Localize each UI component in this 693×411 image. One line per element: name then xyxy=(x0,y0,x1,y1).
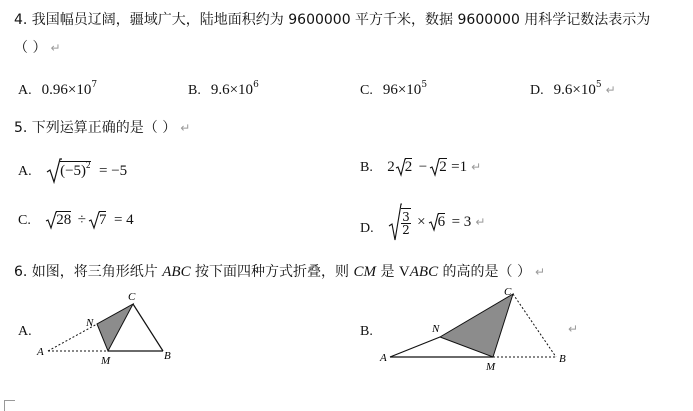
option-label: A. xyxy=(18,83,32,98)
point-a-label: A xyxy=(380,352,387,364)
q4-stem-line2 xyxy=(14,38,61,58)
q6-figure-b xyxy=(370,282,580,374)
option-label: C. xyxy=(360,83,373,98)
radical-sign-icon xyxy=(428,212,439,232)
return-mark-icon: ↵ xyxy=(180,121,191,135)
operator: × xyxy=(417,214,426,230)
return-mark-icon: ↵ xyxy=(471,160,482,174)
q5-stem xyxy=(14,118,190,138)
option-value: 0.96×10 xyxy=(41,82,92,98)
option-label: B. xyxy=(360,160,373,175)
radicand: 28 xyxy=(56,212,72,228)
q4-option-a xyxy=(18,80,97,101)
q6-stem xyxy=(14,262,545,282)
result: =1 xyxy=(451,159,468,175)
point-b-label: B xyxy=(164,350,171,362)
result: = 4 xyxy=(113,212,134,228)
option-exponent: 5 xyxy=(595,80,602,90)
q6-stem-text: 6. 如图，将三角形纸片 xyxy=(14,264,163,280)
q5-stem-text: 5. 下列运算正确的是（ ） xyxy=(14,120,177,136)
radicand: (−5) xyxy=(60,163,87,179)
point-b-label: B xyxy=(559,353,566,365)
operator: − xyxy=(418,159,428,175)
result: = −5 xyxy=(98,163,128,179)
radicand: 6 xyxy=(437,214,446,230)
folded-shaded-region xyxy=(440,294,513,357)
option-value: 9.6×10 xyxy=(210,82,254,98)
q5-option-b xyxy=(360,157,481,178)
dashed-segment-cb xyxy=(513,294,556,357)
triangle-name: ABC xyxy=(162,264,191,280)
triangle-name: ABC xyxy=(409,264,439,280)
return-mark-icon: ↵ xyxy=(475,215,486,229)
segment-an xyxy=(390,337,440,357)
q5-option-c xyxy=(18,210,134,231)
radicand: 2 xyxy=(404,159,413,175)
option-value: 9.6×10 xyxy=(553,82,596,98)
option-exponent: 5 xyxy=(421,80,428,90)
folded-shaded-region xyxy=(97,304,133,351)
q5-option-a xyxy=(18,157,127,185)
coefficient: 2 xyxy=(387,159,395,175)
return-mark-icon: ↵ xyxy=(535,265,546,279)
point-n-label: N xyxy=(432,323,440,335)
point-m-label: M xyxy=(486,361,496,373)
point-c-label: C xyxy=(504,286,512,298)
fraction-denominator: 2 xyxy=(402,223,410,237)
q5-option-d xyxy=(360,202,485,242)
operator: ÷ xyxy=(77,212,86,228)
radical-sign-icon xyxy=(388,202,402,242)
option-label: D. xyxy=(360,221,374,236)
q6-figure-a xyxy=(30,288,190,370)
result: = 3 xyxy=(451,214,472,230)
return-mark-icon: ↵ xyxy=(568,322,579,336)
option-value: 96×10 xyxy=(382,82,422,98)
q4-option-b xyxy=(188,80,259,101)
return-mark-icon: ↵ xyxy=(605,83,616,97)
q6-stem-text: 按下面四种方式折叠，则 xyxy=(190,264,354,280)
point-m-label: M xyxy=(101,355,111,367)
q6-stem-text: 的高的是（ ） xyxy=(438,264,532,280)
option-label: D. xyxy=(530,83,544,98)
point-n-label: N xyxy=(86,317,94,329)
option-label: C. xyxy=(18,213,31,228)
option-exponent: 6 xyxy=(253,80,259,90)
return-mark-icon: ↵ xyxy=(50,41,61,55)
option-label: B. xyxy=(360,324,373,339)
q4-stem-line1 xyxy=(14,10,650,30)
page-corner-mark xyxy=(4,400,15,411)
fraction xyxy=(401,208,411,236)
option-label: B. xyxy=(188,83,201,98)
q4-option-c xyxy=(360,80,427,101)
q4-stem-text: 4. 我国幅员辽阔，疆域广大，陆地面积约为 9600000 平方千米，数据 9600000 用科学记数法表示为 xyxy=(14,12,651,28)
option-label: A. xyxy=(18,324,32,339)
q6-stem-text: 是 xyxy=(376,264,399,280)
point-a-label: A xyxy=(37,346,44,358)
q4-option-d xyxy=(530,80,616,101)
option-exponent: 7 xyxy=(91,80,98,90)
segment-cb xyxy=(133,304,163,351)
exponent: 2 xyxy=(86,160,91,170)
radicand: 2 xyxy=(439,159,447,175)
option-label: A. xyxy=(18,164,32,179)
q4-answer-blank: （ ） xyxy=(14,40,47,56)
fraction-numerator: 3 xyxy=(402,210,410,224)
segment-name: CM xyxy=(353,264,377,280)
radicand: 7 xyxy=(98,212,107,228)
point-c-label: C xyxy=(128,291,136,303)
triangle-symbol: V xyxy=(398,264,410,280)
